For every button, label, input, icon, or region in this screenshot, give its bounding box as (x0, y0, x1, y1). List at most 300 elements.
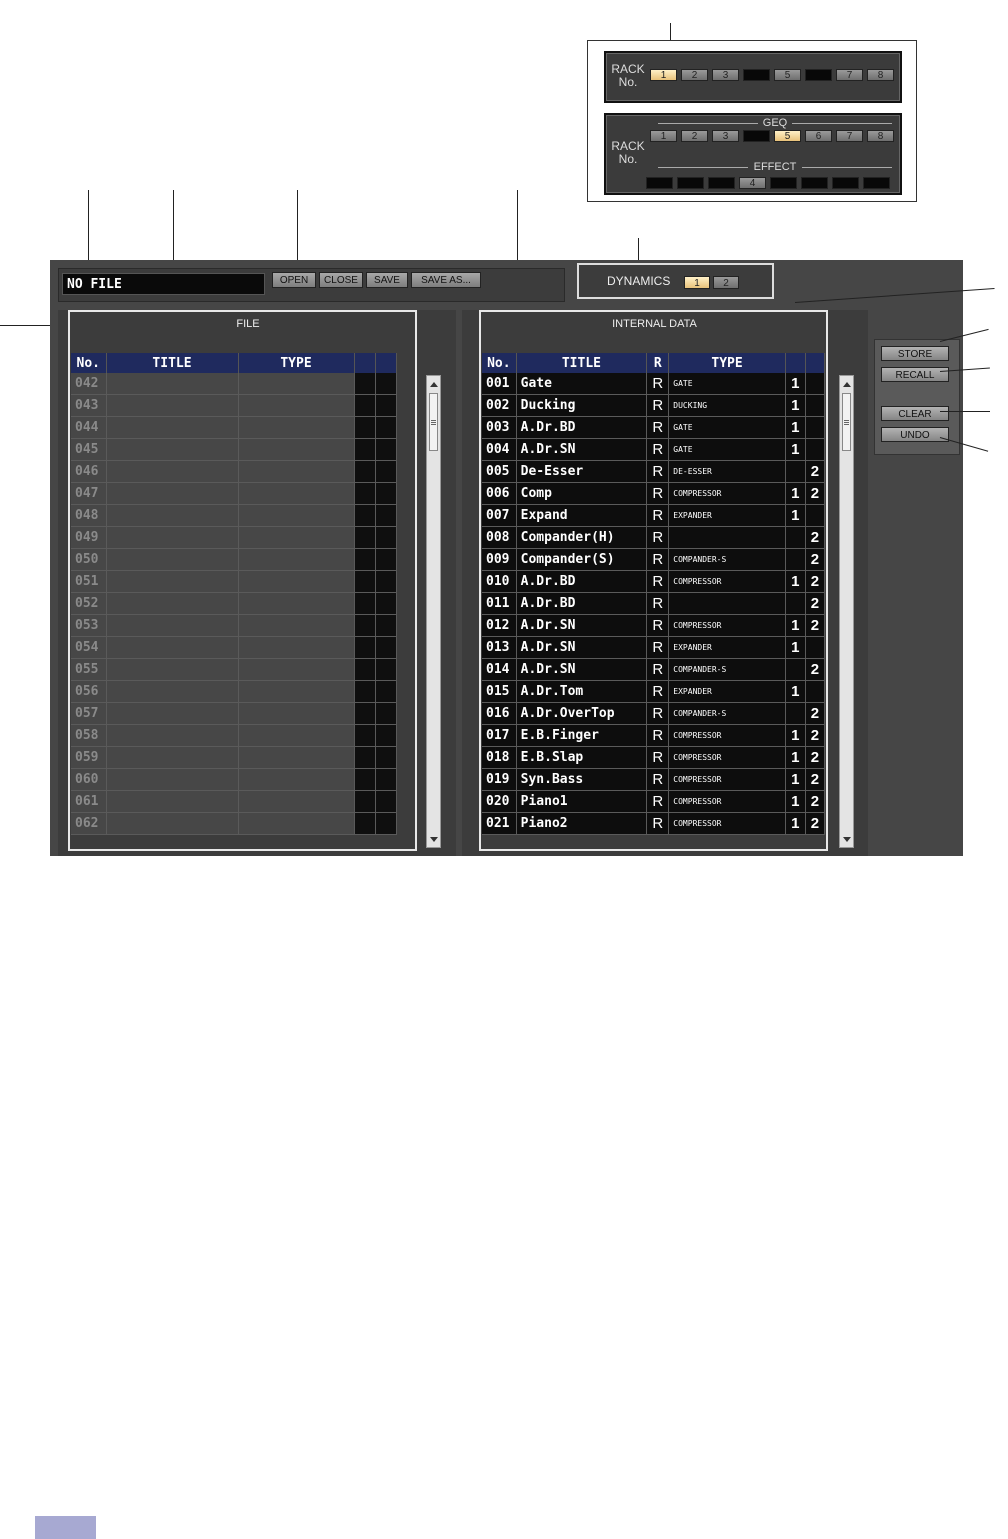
row-ch2 (375, 483, 396, 505)
row-ch2 (805, 373, 824, 395)
dynamics-button-2[interactable]: 2 (713, 276, 739, 289)
row-type (238, 681, 354, 703)
row-number: 006 (482, 483, 516, 505)
row-title: Gate (516, 373, 647, 395)
row-readonly-flag: R (647, 769, 669, 791)
scroll-up-icon[interactable] (843, 382, 851, 387)
row-title: Ducking (516, 395, 647, 417)
row-type: COMPRESSOR (669, 813, 786, 835)
effect-button-3 (708, 177, 735, 189)
row-title (106, 439, 238, 461)
row-ch1: 1 (785, 813, 805, 835)
table-row[interactable] (71, 461, 396, 483)
table-row[interactable] (71, 703, 396, 725)
row-ch1 (785, 703, 805, 725)
col-header-r[interactable]: R (647, 353, 669, 373)
row-number: 001 (482, 373, 516, 395)
table-row[interactable] (482, 637, 825, 659)
row-ch2 (375, 813, 396, 835)
row-number: 014 (482, 659, 516, 681)
row-ch1 (354, 747, 375, 769)
row-ch1: 1 (785, 615, 805, 637)
row-readonly-flag: R (647, 439, 669, 461)
row-ch1 (354, 505, 375, 527)
row-title: Compander(H) (516, 527, 647, 549)
row-number: 059 (71, 747, 106, 769)
row-ch2 (375, 615, 396, 637)
row-type (238, 659, 354, 681)
row-readonly-flag: R (647, 725, 669, 747)
row-type: COMPRESSOR (669, 791, 786, 813)
row-ch1 (785, 593, 805, 615)
col-header-type[interactable]: TYPE (669, 353, 786, 373)
col-header-title[interactable]: TITLE (106, 353, 238, 373)
row-ch2: 2 (805, 549, 824, 571)
row-title (106, 637, 238, 659)
rack-panel-b (604, 113, 902, 195)
row-type: GATE (669, 439, 786, 461)
row-readonly-flag: R (647, 461, 669, 483)
row-ch1 (354, 659, 375, 681)
rack-label-line2: No. (618, 152, 638, 166)
scroll-up-icon[interactable] (430, 382, 438, 387)
row-ch2 (375, 461, 396, 483)
row-number: 055 (71, 659, 106, 681)
row-number: 020 (482, 791, 516, 813)
dynamics-button-1[interactable]: 1 (684, 276, 710, 289)
table-row[interactable] (482, 395, 825, 417)
row-number: 004 (482, 439, 516, 461)
row-number: 002 (482, 395, 516, 417)
table-row[interactable] (482, 527, 825, 549)
row-type (238, 417, 354, 439)
table-row[interactable] (71, 483, 396, 505)
row-ch1 (354, 769, 375, 791)
row-title: A.Dr.SN (516, 637, 647, 659)
internal-scrollbar[interactable] (839, 375, 854, 848)
grip-icon (844, 420, 849, 421)
row-title (106, 703, 238, 725)
row-type: DE-ESSER (669, 461, 786, 483)
geq-button-8[interactable]: 8 (867, 130, 894, 142)
row-number: 008 (482, 527, 516, 549)
row-number: 011 (482, 593, 516, 615)
row-type (238, 571, 354, 593)
rack-examples-frame (587, 40, 917, 202)
rack-label (610, 140, 646, 166)
table-row[interactable] (71, 395, 396, 417)
row-readonly-flag: R (647, 571, 669, 593)
row-ch2: 2 (805, 461, 824, 483)
row-ch2 (375, 637, 396, 659)
row-type (238, 461, 354, 483)
row-ch2 (375, 571, 396, 593)
row-ch1 (354, 615, 375, 637)
divider (802, 167, 892, 168)
file-pane-title: FILE (236, 318, 260, 330)
save-button[interactable]: SAVE (366, 272, 408, 288)
geq-button-6[interactable]: 6 (805, 130, 832, 142)
row-ch1 (354, 395, 375, 417)
row-ch1 (354, 703, 375, 725)
row-ch1: 1 (785, 417, 805, 439)
row-ch2 (375, 373, 396, 395)
row-readonly-flag: R (647, 505, 669, 527)
row-ch1 (354, 791, 375, 813)
row-type: GATE (669, 373, 786, 395)
table-row[interactable] (482, 813, 825, 835)
row-readonly-flag: R (647, 659, 669, 681)
file-table-header (71, 353, 396, 373)
table-row[interactable] (482, 505, 825, 527)
row-ch1: 1 (785, 395, 805, 417)
row-number: 056 (71, 681, 106, 703)
row-number: 045 (71, 439, 106, 461)
row-readonly-flag: R (647, 813, 669, 835)
grip-icon (431, 420, 436, 421)
divider (792, 123, 892, 124)
row-type: EXPANDER (669, 637, 786, 659)
library-action-panel (874, 339, 960, 455)
row-readonly-flag: R (647, 483, 669, 505)
row-number: 050 (71, 549, 106, 571)
table-row[interactable] (482, 373, 825, 395)
row-number: 042 (71, 373, 106, 395)
scroll-down-icon[interactable] (430, 837, 438, 842)
row-type (238, 439, 354, 461)
row-ch1 (785, 527, 805, 549)
row-ch1: 1 (785, 769, 805, 791)
row-ch2: 2 (805, 593, 824, 615)
open-button[interactable]: OPEN (272, 272, 316, 288)
row-title (106, 791, 238, 813)
row-type: COMPRESSOR (669, 747, 786, 769)
row-type (669, 527, 786, 549)
table-row[interactable] (71, 681, 396, 703)
undo-button[interactable]: UNDO (881, 427, 949, 442)
row-ch2: 2 (805, 571, 824, 593)
row-type: COMPRESSOR (669, 769, 786, 791)
rack-button-8[interactable]: 8 (867, 69, 894, 81)
close-button[interactable]: CLOSE (319, 272, 363, 288)
table-row[interactable] (71, 725, 396, 747)
rack-label-line1: RACK (611, 62, 645, 76)
row-readonly-flag: R (647, 417, 669, 439)
row-title: Syn.Bass (516, 769, 647, 791)
row-ch1 (354, 483, 375, 505)
row-type: COMPRESSOR (669, 615, 786, 637)
row-readonly-flag: R (647, 703, 669, 725)
row-title (106, 571, 238, 593)
row-type (238, 725, 354, 747)
row-type (238, 637, 354, 659)
row-ch1 (354, 571, 375, 593)
effect-button-4[interactable]: 4 (739, 177, 766, 189)
table-row[interactable] (482, 549, 825, 571)
row-title: Expand (516, 505, 647, 527)
table-row[interactable] (482, 769, 825, 791)
rack-button-1[interactable]: 1 (650, 69, 677, 81)
row-ch1 (785, 659, 805, 681)
row-title: A.Dr.SN (516, 439, 647, 461)
row-title (106, 395, 238, 417)
table-row[interactable] (71, 373, 396, 395)
row-type (238, 395, 354, 417)
divider (658, 123, 758, 124)
row-ch2 (375, 725, 396, 747)
table-row[interactable] (482, 483, 825, 505)
table-row[interactable] (482, 461, 825, 483)
row-ch2 (375, 791, 396, 813)
divider (658, 167, 748, 168)
row-type (238, 527, 354, 549)
row-ch2 (375, 703, 396, 725)
row-ch1 (354, 549, 375, 571)
grip-icon (844, 422, 849, 423)
table-row[interactable] (71, 417, 396, 439)
row-ch2 (805, 417, 824, 439)
row-ch1: 1 (785, 483, 805, 505)
row-ch2: 2 (805, 813, 824, 835)
geq-button-2[interactable]: 2 (681, 130, 708, 142)
table-row[interactable] (71, 505, 396, 527)
row-ch1: 1 (785, 725, 805, 747)
row-number: 049 (71, 527, 106, 549)
file-table (71, 353, 397, 835)
row-type: DUCKING (669, 395, 786, 417)
row-ch1 (785, 461, 805, 483)
row-number: 057 (71, 703, 106, 725)
table-row[interactable] (71, 813, 396, 835)
row-ch1: 1 (785, 373, 805, 395)
row-readonly-flag: R (647, 549, 669, 571)
table-row[interactable] (482, 593, 825, 615)
row-title (106, 615, 238, 637)
table-row[interactable] (482, 725, 825, 747)
row-readonly-flag: R (647, 593, 669, 615)
row-ch2 (805, 439, 824, 461)
row-title (106, 417, 238, 439)
row-number: 018 (482, 747, 516, 769)
col-header-title[interactable]: TITLE (516, 353, 647, 373)
geq-button-3[interactable]: 3 (712, 130, 739, 142)
row-title: De-Esser (516, 461, 647, 483)
grip-icon (431, 424, 436, 425)
geq-button-7[interactable]: 7 (836, 130, 863, 142)
row-title (106, 659, 238, 681)
table-row[interactable] (482, 439, 825, 461)
store-button[interactable]: STORE (881, 346, 949, 361)
row-readonly-flag: R (647, 681, 669, 703)
row-ch2: 2 (805, 483, 824, 505)
table-row[interactable] (71, 659, 396, 681)
table-row[interactable] (71, 549, 396, 571)
row-title (106, 813, 238, 835)
table-row[interactable] (71, 593, 396, 615)
row-ch2 (805, 505, 824, 527)
row-type (238, 593, 354, 615)
row-ch1 (354, 681, 375, 703)
row-number: 052 (71, 593, 106, 615)
row-title: A.Dr.BD (516, 417, 647, 439)
row-ch1: 1 (785, 571, 805, 593)
scroll-down-icon[interactable] (843, 837, 851, 842)
effect-button-2 (677, 177, 704, 189)
effect-button-5 (770, 177, 797, 189)
table-row[interactable] (71, 527, 396, 549)
row-ch2 (375, 505, 396, 527)
effect-button-8 (863, 177, 890, 189)
grip-icon (844, 424, 849, 425)
table-row[interactable] (71, 439, 396, 461)
row-ch2: 2 (805, 769, 824, 791)
col-header-no[interactable]: No. (71, 353, 106, 373)
row-readonly-flag: R (647, 637, 669, 659)
row-ch2: 2 (805, 615, 824, 637)
row-number: 003 (482, 417, 516, 439)
effect-button-7 (832, 177, 859, 189)
row-number: 047 (71, 483, 106, 505)
table-row[interactable] (482, 681, 825, 703)
table-row[interactable] (71, 769, 396, 791)
row-ch2: 2 (805, 791, 824, 813)
row-number: 060 (71, 769, 106, 791)
rack-button-7[interactable]: 7 (836, 69, 863, 81)
row-ch1 (354, 417, 375, 439)
row-title (106, 373, 238, 395)
row-type (669, 593, 786, 615)
row-type (238, 483, 354, 505)
row-title (106, 549, 238, 571)
table-row[interactable] (482, 791, 825, 813)
effect-button-1 (646, 177, 673, 189)
row-type: EXPANDER (669, 505, 786, 527)
row-title (106, 681, 238, 703)
table-row[interactable] (71, 747, 396, 769)
page-tab (35, 1516, 96, 1539)
library-window (50, 260, 963, 856)
row-type (238, 791, 354, 813)
row-ch1 (785, 549, 805, 571)
row-ch1 (354, 373, 375, 395)
scroll-thumb[interactable] (842, 393, 851, 451)
effect-label: EFFECT (753, 161, 797, 173)
rack-label-line2: No. (618, 75, 638, 89)
row-title: E.B.Slap (516, 747, 647, 769)
row-ch2: 2 (805, 725, 824, 747)
row-title (106, 769, 238, 791)
rack-button-5[interactable]: 5 (774, 69, 801, 81)
row-ch1: 1 (785, 505, 805, 527)
row-title (106, 505, 238, 527)
file-scrollbar[interactable] (426, 375, 441, 848)
row-number: 053 (71, 615, 106, 637)
row-number: 016 (482, 703, 516, 725)
table-row[interactable] (482, 417, 825, 439)
row-readonly-flag: R (647, 747, 669, 769)
col-header-ch2 (375, 353, 396, 373)
table-row[interactable] (482, 703, 825, 725)
row-ch1 (354, 637, 375, 659)
row-ch2 (375, 659, 396, 681)
row-type (238, 747, 354, 769)
row-title: Comp (516, 483, 647, 505)
row-ch2 (375, 417, 396, 439)
row-type: COMPRESSOR (669, 571, 786, 593)
file-name-display: NO FILE (62, 273, 265, 295)
row-ch2 (375, 549, 396, 571)
row-ch1 (354, 461, 375, 483)
effect-button-6 (801, 177, 828, 189)
row-ch1 (354, 439, 375, 461)
row-number: 017 (482, 725, 516, 747)
rack-button-3[interactable]: 3 (712, 69, 739, 81)
callout-line (940, 411, 990, 412)
row-ch2: 2 (805, 527, 824, 549)
internal-table (482, 353, 825, 835)
row-number: 043 (71, 395, 106, 417)
table-row[interactable] (482, 571, 825, 593)
row-ch2 (805, 395, 824, 417)
table-row[interactable] (482, 747, 825, 769)
row-title: A.Dr.BD (516, 571, 647, 593)
row-type: COMPANDER-S (669, 703, 786, 725)
row-number: 015 (482, 681, 516, 703)
row-number: 019 (482, 769, 516, 791)
save-as-button[interactable]: SAVE AS... (411, 272, 481, 288)
row-type: COMPRESSOR (669, 483, 786, 505)
row-ch2 (375, 681, 396, 703)
row-number: 054 (71, 637, 106, 659)
internal-pane-title: INTERNAL DATA (612, 318, 697, 330)
scroll-thumb[interactable] (429, 393, 438, 451)
table-row[interactable] (71, 791, 396, 813)
row-ch2: 2 (805, 703, 824, 725)
row-title (106, 461, 238, 483)
row-title: A.Dr.BD (516, 593, 647, 615)
rack-button-2[interactable]: 2 (681, 69, 708, 81)
table-row[interactable] (71, 637, 396, 659)
row-ch2: 2 (805, 747, 824, 769)
rack-button-6 (805, 69, 832, 81)
row-ch2 (375, 593, 396, 615)
clear-button[interactable]: CLEAR (881, 406, 949, 421)
row-number: 046 (71, 461, 106, 483)
table-row[interactable] (482, 615, 825, 637)
row-type: EXPANDER (669, 681, 786, 703)
row-number: 058 (71, 725, 106, 747)
col-header-type[interactable]: TYPE (238, 353, 354, 373)
row-number: 048 (71, 505, 106, 527)
table-row[interactable] (71, 615, 396, 637)
row-ch1 (354, 725, 375, 747)
recall-button[interactable]: RECALL (881, 367, 949, 382)
row-type (238, 373, 354, 395)
row-number: 009 (482, 549, 516, 571)
table-row[interactable] (71, 571, 396, 593)
row-title (106, 527, 238, 549)
row-title (106, 725, 238, 747)
col-header-no[interactable]: No. (482, 353, 516, 373)
row-ch1 (354, 593, 375, 615)
row-number: 007 (482, 505, 516, 527)
table-row[interactable] (482, 659, 825, 681)
geq-button-5[interactable]: 5 (774, 130, 801, 142)
internal-table-header (482, 353, 825, 373)
geq-button-1[interactable]: 1 (650, 130, 677, 142)
col-header-ch1 (354, 353, 375, 373)
row-title (106, 747, 238, 769)
